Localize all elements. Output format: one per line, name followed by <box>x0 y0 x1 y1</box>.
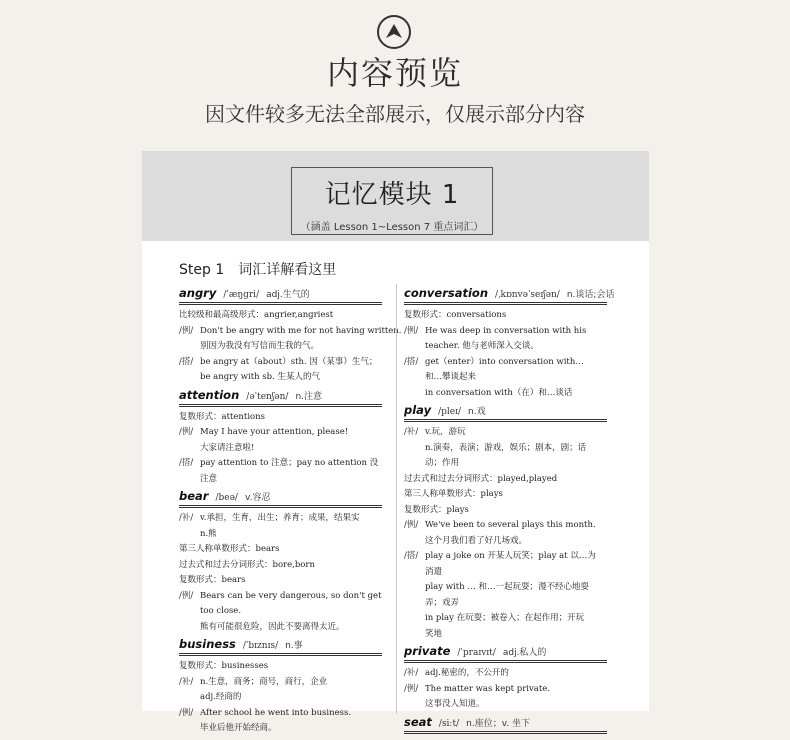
entry-line <box>404 518 607 534</box>
entry-headword-row <box>179 488 382 504</box>
line-text: n.生意，商务；商号，商行，企业 <box>200 676 328 687</box>
line-text: 第三人称单数形式：plays <box>404 489 503 499</box>
line-label: /补/ <box>179 513 194 523</box>
phonetic: /ˈpraɪvɪt/ <box>457 648 496 658</box>
entry-line <box>404 339 607 355</box>
entry-headword-row <box>179 285 382 301</box>
entry-headword-row <box>404 402 607 418</box>
definition: n.座位；v. 坐下 <box>466 718 531 729</box>
document-preview <box>142 151 649 733</box>
entry-line <box>404 441 607 457</box>
entry-line <box>404 472 607 488</box>
line-text: 复数形式：conversations <box>404 310 507 320</box>
entry-line <box>179 308 382 324</box>
phonetic: /siːt/ <box>438 718 460 729</box>
line-text: 弄；戏弄 <box>425 597 460 608</box>
entry-line <box>179 573 382 589</box>
line-text: 过去式和过去分词形式：played,played <box>404 473 558 484</box>
entry-line <box>404 611 607 627</box>
column-divider <box>396 284 397 714</box>
line-text: in conversation with（在）和…谈话 <box>425 387 573 398</box>
vocab-entry <box>404 285 615 401</box>
line-text: 这事没人知道。 <box>425 699 485 709</box>
entry-line <box>179 620 382 636</box>
vocab-entry <box>179 636 382 737</box>
entry-rule <box>179 505 382 508</box>
page-subtitle: 因文件较多无法全部展示，仅展示部分内容 <box>205 102 585 126</box>
line-text: 过去式和过去分词形式：bore,born <box>179 559 315 570</box>
line-text: 和…攀谈起来 <box>425 372 477 382</box>
line-text: 消遣 <box>425 566 443 577</box>
entry-line <box>179 659 382 675</box>
headword: bear <box>179 489 209 503</box>
line-text: play with … 和…一起玩耍；漫不经心地耍 <box>425 582 590 592</box>
line-text: n.演奏，表演；游戏，娱乐；剧本，剧；话 <box>425 442 587 453</box>
entry-line <box>404 627 607 643</box>
line-text: 笑地 <box>425 628 443 639</box>
entry-line <box>179 441 382 457</box>
entry-line <box>179 527 382 543</box>
line-text: in play 在玩耍；被卷入；在起作用；开玩 <box>425 613 585 623</box>
entry-rule <box>179 653 382 656</box>
entry-line <box>404 308 607 324</box>
entry-line <box>404 580 607 596</box>
line-text: After school he went into business. <box>200 707 352 718</box>
line-text: He was deep in conversation with his <box>425 325 587 336</box>
entry-line <box>404 355 607 371</box>
headword: seat <box>404 714 432 729</box>
vocab-entry <box>179 285 402 386</box>
vocab-column-left <box>179 284 402 737</box>
line-text: teacher. 他与老师深入交谈。 <box>425 341 539 351</box>
entry-line <box>404 386 607 402</box>
headword: attention <box>179 387 240 402</box>
definition: n.事 <box>285 641 303 651</box>
vocab-entry <box>404 643 607 713</box>
line-text: 动；作用 <box>425 458 460 468</box>
entry-line <box>179 370 382 386</box>
line-text: 别因为我没有写信而生我的气。 <box>200 341 320 351</box>
vocab-column-right <box>404 284 615 737</box>
line-label: /例/ <box>179 590 194 601</box>
line-label: /例/ <box>179 427 194 437</box>
entry-line <box>179 339 382 355</box>
entry-line <box>404 697 607 713</box>
line-text: 毕业后他开始经商。 <box>200 723 277 733</box>
module-title-box <box>291 167 493 235</box>
line-text: 复数形式：plays <box>404 504 469 515</box>
line-label: /例/ <box>179 707 194 718</box>
entry-line <box>179 472 382 488</box>
line-label: /补/ <box>404 427 419 437</box>
line-text: play a joke on 开某人玩笑；play at 以…为 <box>425 551 596 561</box>
definition: adj.生气的 <box>266 290 310 300</box>
entry-line <box>179 721 382 737</box>
module-title: 记忆模块 1 <box>324 180 460 210</box>
entry-line <box>179 456 382 472</box>
entry-line <box>179 324 402 340</box>
headword: business <box>179 637 236 651</box>
line-label: /搭/ <box>179 356 194 367</box>
entry-line <box>404 682 607 698</box>
line-text: The matter was kept private. <box>425 683 551 694</box>
phonetic: /pleɪ/ <box>438 407 461 417</box>
definition: n.谈话;会话 <box>566 290 615 300</box>
phonetic: /beə/ <box>215 493 238 503</box>
line-text: be angry at（about）sth. 因（某事）生气； <box>200 356 378 367</box>
line-label: /例/ <box>404 683 419 694</box>
line-label: /搭/ <box>179 458 194 468</box>
module-subtitle: （涵盖 Lesson 1~Lesson 7 重点词汇） <box>300 222 484 233</box>
entry-line <box>179 542 382 558</box>
definition: n.注意 <box>295 391 323 402</box>
vocab-entry <box>404 714 607 734</box>
headword: play <box>404 403 432 417</box>
entry-line <box>179 706 382 722</box>
phonetic: /ˌkɒnvəˈseɪʃən/ <box>495 290 560 300</box>
definition: v.容忍 <box>244 493 271 503</box>
line-text: Bears can be very dangerous, so don't get <box>200 590 382 601</box>
definition: n.戏 <box>468 407 486 417</box>
line-text: May I have your attention, please! <box>200 427 349 437</box>
entry-line <box>179 511 382 527</box>
entry-headword-row <box>404 285 615 301</box>
entry-line <box>404 487 607 503</box>
line-text: n.熊 <box>200 528 217 539</box>
entry-headword-row <box>404 714 607 730</box>
headword: angry <box>179 286 217 300</box>
arrow-up-circle-icon <box>376 14 412 50</box>
line-text: 比较级和最高级形式：angrier,angriest <box>179 310 334 320</box>
line-text: too close. <box>200 606 242 616</box>
entry-line <box>179 589 382 605</box>
entry-line <box>404 370 607 386</box>
headword: conversation <box>404 286 489 300</box>
entry-line <box>404 425 607 441</box>
vocab-entry <box>179 387 382 488</box>
line-text: 注意 <box>200 473 218 484</box>
entry-line <box>179 425 382 441</box>
line-label: /搭/ <box>404 356 419 367</box>
line-text: v.玩，游玩 <box>425 427 466 437</box>
line-text: get（enter）into conversation with… <box>425 356 584 367</box>
module-banner <box>142 151 649 241</box>
line-label: /补/ <box>404 668 419 678</box>
line-text: be angry with sb. 生某人的气 <box>200 372 321 382</box>
entry-rule <box>404 419 607 422</box>
entry-line <box>179 604 382 620</box>
entry-line <box>404 596 607 612</box>
phonetic: /əˈtenʃən/ <box>246 391 289 402</box>
entry-headword-row <box>179 387 382 403</box>
entry-line <box>404 565 607 581</box>
vocab-entry <box>404 402 607 642</box>
entry-line <box>179 410 382 426</box>
entry-line <box>404 534 607 550</box>
entry-line <box>179 690 382 706</box>
line-text: We've been to several plays this month. <box>425 520 596 530</box>
line-text: Don't be angry with me for not having written. <box>200 325 402 336</box>
vocab-entry <box>179 488 382 635</box>
phonetic: /ˈbɪznɪs/ <box>242 641 279 651</box>
line-label: /例/ <box>404 520 419 530</box>
line-text: 第三人称单数形式：bears <box>179 544 280 554</box>
page-title: 内容预览 <box>326 54 463 92</box>
line-text: pay attention to 注意；pay no attention 没 <box>200 458 379 468</box>
phonetic: /ˈæŋɡri/ <box>223 290 260 300</box>
entry-headword-row <box>179 636 382 652</box>
entry-line <box>404 503 607 519</box>
entry-line <box>404 324 607 340</box>
line-text: 大家请注意啦! <box>200 442 255 453</box>
line-text: v.承担，生育，出生；养育；成果，结果实 <box>200 513 360 523</box>
definition: adj.私人的 <box>502 648 547 658</box>
entry-headword-row <box>404 643 607 659</box>
step-heading: Step 1 词汇详解看这里 <box>179 262 337 278</box>
entry-line <box>404 549 607 565</box>
line-text: adj.秘密的，不公开的 <box>425 668 509 678</box>
line-label: /例/ <box>179 325 194 336</box>
entry-line <box>404 456 607 472</box>
line-label: /补/ <box>179 676 194 687</box>
entry-line <box>179 675 382 691</box>
headword: private <box>404 644 451 658</box>
entry-line <box>404 666 607 682</box>
line-label: /例/ <box>404 325 419 336</box>
line-text: 熊有可能很危险，因此不要离得太近。 <box>200 621 345 632</box>
line-text: 复数形式：attentions <box>179 411 265 422</box>
entry-line <box>179 558 382 574</box>
line-text: 复数形式：bears <box>179 575 246 585</box>
page-header <box>0 0 790 150</box>
line-text: 复数形式：businesses <box>179 661 269 671</box>
line-text: adj.经商的 <box>200 692 242 702</box>
line-label: /搭/ <box>404 551 419 561</box>
line-text: 这个月我们看了好几场戏。 <box>425 535 528 546</box>
entry-line <box>179 355 382 371</box>
